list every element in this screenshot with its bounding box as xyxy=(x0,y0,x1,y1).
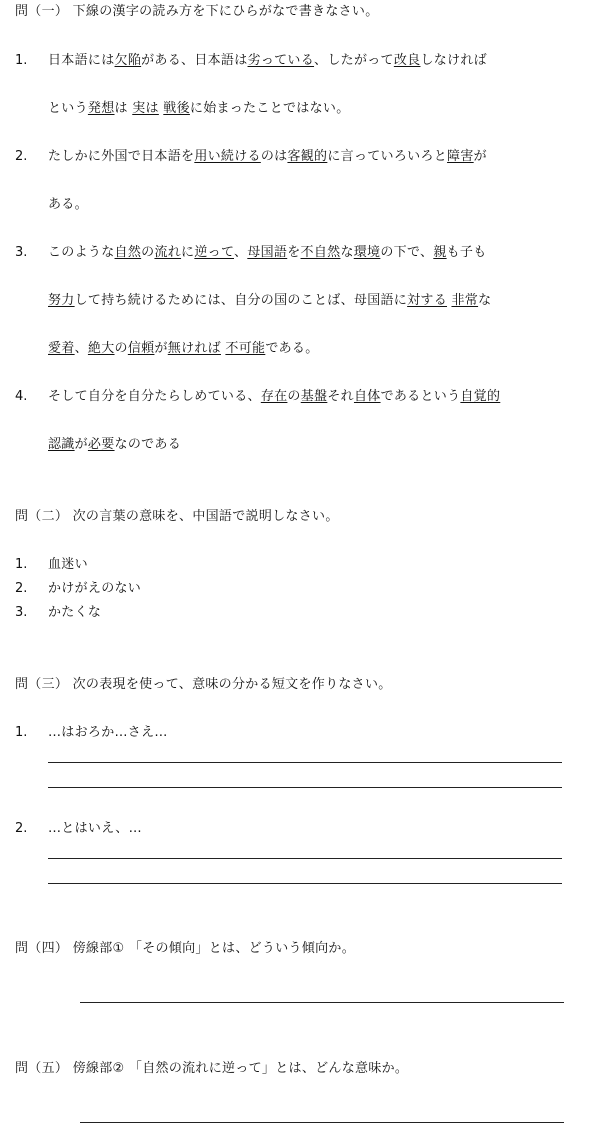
q1-heading: 問（一） 下線の漢字の読み方を下にひらがなで書きなさい。 xyxy=(15,4,379,19)
sentence-text: な xyxy=(478,293,492,308)
sentence-text: の xyxy=(141,245,155,260)
q4-heading: 問（四） 傍線部① 「その傾向」とは、どういう傾向か。 xyxy=(15,941,356,956)
sentence-text: であるという xyxy=(380,389,461,404)
sentence-text: 、したがって xyxy=(314,53,394,68)
q1-item-1-line-2 xyxy=(48,100,350,118)
sentence-text: たしかに外国で日本語を xyxy=(48,149,195,164)
sentence-text: ある。 xyxy=(48,197,88,212)
underlined-term: 基盤 xyxy=(300,389,328,404)
sentence-text: も子も xyxy=(446,245,487,260)
sentence-text: に言っていろいろと xyxy=(327,149,448,164)
sentence-text: の xyxy=(114,341,128,356)
underlined-term: 認識 xyxy=(48,437,75,452)
q2-item-2-text: かけがえのない xyxy=(48,581,142,596)
sentence-text: が xyxy=(74,437,88,452)
q5-heading: 問（五） 傍線部② 「自然の流れに逆って」とは、どんな意味か。 xyxy=(15,1061,409,1076)
sentence-text: 、 xyxy=(74,341,88,356)
underlined-term: 必要 xyxy=(87,437,115,452)
q2-item-1-text: 血迷い xyxy=(48,557,88,572)
q3-item-2-answer-line-2[interactable] xyxy=(48,883,562,884)
underlined-term: 存在 xyxy=(260,389,288,404)
q5-answer-line[interactable] xyxy=(80,1122,564,1123)
sentence-text: な xyxy=(340,245,354,260)
q3-item-2-text: …とはいえ、… xyxy=(48,821,142,836)
q2-item-1-number: 1. xyxy=(15,557,28,572)
q1-item-2-line-2 xyxy=(48,196,88,214)
q3-item-2-answer-line-1[interactable] xyxy=(48,858,562,859)
sentence-text: して持ち続けるためには、自分の国のことば、母国語に xyxy=(74,293,408,308)
underlined-term: 対する xyxy=(407,293,448,308)
sentence-text: の下で、 xyxy=(380,245,434,260)
sentence-text: という xyxy=(48,101,88,116)
sentence-text: それ xyxy=(327,389,354,404)
underlined-term: 信頼 xyxy=(127,341,155,356)
sentence-text: が xyxy=(154,341,168,356)
underlined-term: 環境 xyxy=(353,245,381,260)
underlined-term: 自体 xyxy=(353,389,381,404)
underlined-term: 絶大 xyxy=(87,341,115,356)
q1-item-3-line-3 xyxy=(48,340,319,358)
sentence-text: 日本語には xyxy=(48,53,115,68)
q1-item-4-line-1 xyxy=(48,388,500,406)
underlined-term: 欠陥 xyxy=(114,53,142,68)
sentence-text: が xyxy=(473,149,487,164)
q3-item-2-number: 2. xyxy=(15,821,28,836)
q1-item-1-line-1 xyxy=(48,52,487,70)
q3-item-1-answer-line-1[interactable] xyxy=(48,762,562,763)
q3-item-1-text: …はおろか…さえ… xyxy=(48,725,168,740)
sentence-text: 、 xyxy=(234,245,248,260)
q1-item-3-line-2 xyxy=(48,292,491,310)
sentence-text: なのである xyxy=(114,437,182,452)
q1-item-1-number: 1. xyxy=(15,53,28,68)
q2-item-3-number: 3. xyxy=(15,605,28,620)
underlined-term: 客観的 xyxy=(287,149,328,164)
sentence-text: がある、日本語は xyxy=(141,53,248,68)
sentence-text: に始まったことではない。 xyxy=(189,101,350,116)
underlined-term: 不自然 xyxy=(300,245,341,260)
underlined-term: 改良 xyxy=(393,53,421,68)
sentence-text: このような xyxy=(48,245,115,260)
underlined-term: 母国語 xyxy=(247,245,288,260)
q2-item-3-text: かたくな xyxy=(48,605,102,620)
q1-item-4-number: 4. xyxy=(15,389,28,404)
underlined-term: 流れ xyxy=(154,245,182,260)
sentence-text: そして自分を自分たらしめている、 xyxy=(48,389,261,404)
q1-item-4-line-2 xyxy=(48,436,181,454)
q1-item-3-line-1 xyxy=(48,244,487,262)
sentence-text: のは xyxy=(260,149,288,164)
underlined-term: 努力 xyxy=(48,293,75,308)
underlined-term: 親 xyxy=(433,245,447,260)
underlined-term: 発想 xyxy=(87,101,115,116)
underlined-term: 実は xyxy=(132,101,159,116)
q3-item-1-number: 1. xyxy=(15,725,28,740)
sentence-text: に xyxy=(181,245,195,260)
underlined-term: 劣っている xyxy=(247,53,315,68)
underlined-term: 障害 xyxy=(447,149,474,164)
sentence-text: を xyxy=(287,245,301,260)
q3-item-1-answer-line-2[interactable] xyxy=(48,787,562,788)
sentence-text: は xyxy=(114,101,133,116)
underlined-term: 用い続ける xyxy=(194,149,261,164)
underlined-term: 非常 xyxy=(451,293,479,308)
underlined-term: 愛着 xyxy=(48,341,75,356)
q2-item-2-number: 2. xyxy=(15,581,28,596)
underlined-term: 戦後 xyxy=(163,101,190,116)
q2-heading: 問（二） 次の言葉の意味を、中国語で説明しなさい。 xyxy=(15,509,339,524)
underlined-term: 自覚的 xyxy=(460,389,501,404)
q1-item-3-number: 3. xyxy=(15,245,28,260)
q1-item-2-number: 2. xyxy=(15,149,28,164)
sentence-text: である。 xyxy=(265,341,319,356)
underlined-term: 自然 xyxy=(114,245,142,260)
q1-item-2-line-1 xyxy=(48,148,487,166)
underlined-term: 無ければ xyxy=(167,341,221,356)
sentence-text: しなければ xyxy=(420,53,487,68)
sentence-text: の xyxy=(287,389,301,404)
underlined-term: 不可能 xyxy=(225,341,266,356)
q3-heading: 問（三） 次の表現を使って、意味の分かる短文を作りなさい。 xyxy=(15,677,392,692)
underlined-term: 逆って xyxy=(194,245,234,260)
q4-answer-line[interactable] xyxy=(80,1002,564,1003)
